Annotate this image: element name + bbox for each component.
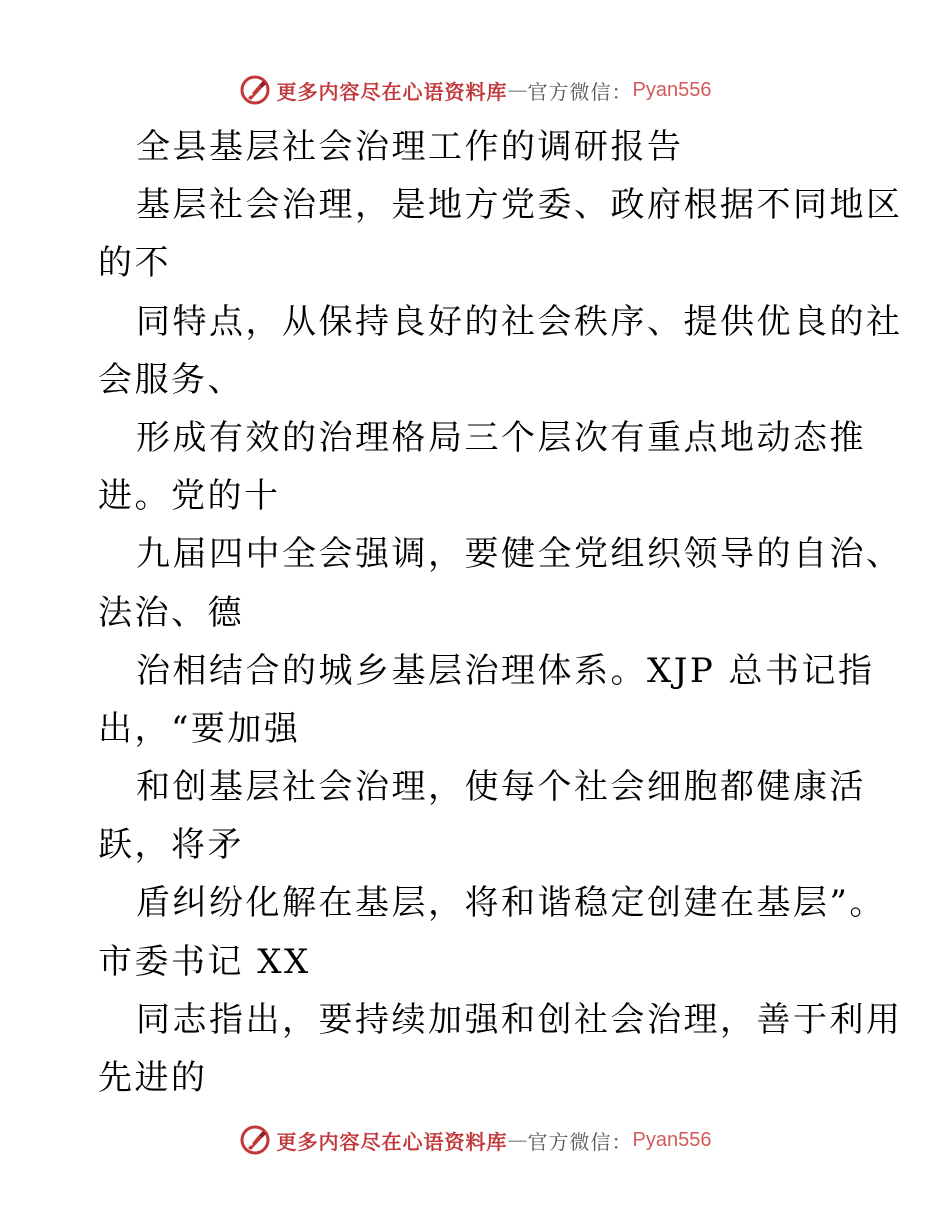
watermark-separator: — — [507, 1128, 528, 1152]
document-body — [98, 118, 903, 1107]
watermark-wechat-id: Pyan556 — [632, 1128, 712, 1151]
watermark-wechat-label: 官方微信： — [527, 79, 633, 104]
body-line: 跃，将矛 — [98, 825, 244, 866]
watermark-wechat-id: Pyan556 — [632, 78, 712, 101]
body-line: 同志指出，要持续加强和创社会治理，善于利用 — [136, 999, 903, 1040]
watermark-brand-text: 更多内容尽在心语资料库 — [276, 79, 508, 104]
body-line: 会服务、 — [98, 359, 244, 400]
body-line: 进。党的十 — [98, 476, 281, 517]
body-line: 和创基层社会治理，使每个社会细胞都健康活 — [136, 767, 866, 808]
body-line: 九届四中全会强调，要健全党组织领导的自治、 — [136, 534, 903, 575]
body-line: 法治、德 — [98, 592, 244, 633]
body-line: 同特点，从保持良好的社会秩序、提供优良的社 — [136, 301, 903, 342]
pen-logo-icon — [239, 74, 271, 106]
watermark-separator: — — [507, 78, 528, 102]
body-line: 形成有效的治理格局三个层次有重点地动态推 — [136, 417, 866, 458]
footer-watermark — [0, 1120, 950, 1160]
watermark-brand-text: 更多内容尽在心语资料库 — [276, 1129, 508, 1154]
body-line: 市委书记 XX — [98, 941, 311, 982]
body-line: 出，“要加强 — [98, 708, 301, 749]
body-line: 的不 — [98, 243, 171, 284]
body-line: 治相结合的城乡基层治理体系。XJP 总书记指 — [136, 650, 875, 691]
body-line: 基层社会治理，是地方党委、政府根据不同地区 — [136, 185, 903, 226]
body-line: 盾纠纷化解在基层，将和谐稳定创建在基层”。 — [136, 883, 886, 924]
pen-logo-icon — [239, 1124, 271, 1156]
watermark-wechat-label: 官方微信： — [527, 1129, 633, 1154]
header-watermark — [0, 70, 950, 110]
body-line: 先进的 — [98, 1058, 208, 1098]
document-title: 全县基层社会治理工作的调研报告 — [136, 127, 684, 167]
